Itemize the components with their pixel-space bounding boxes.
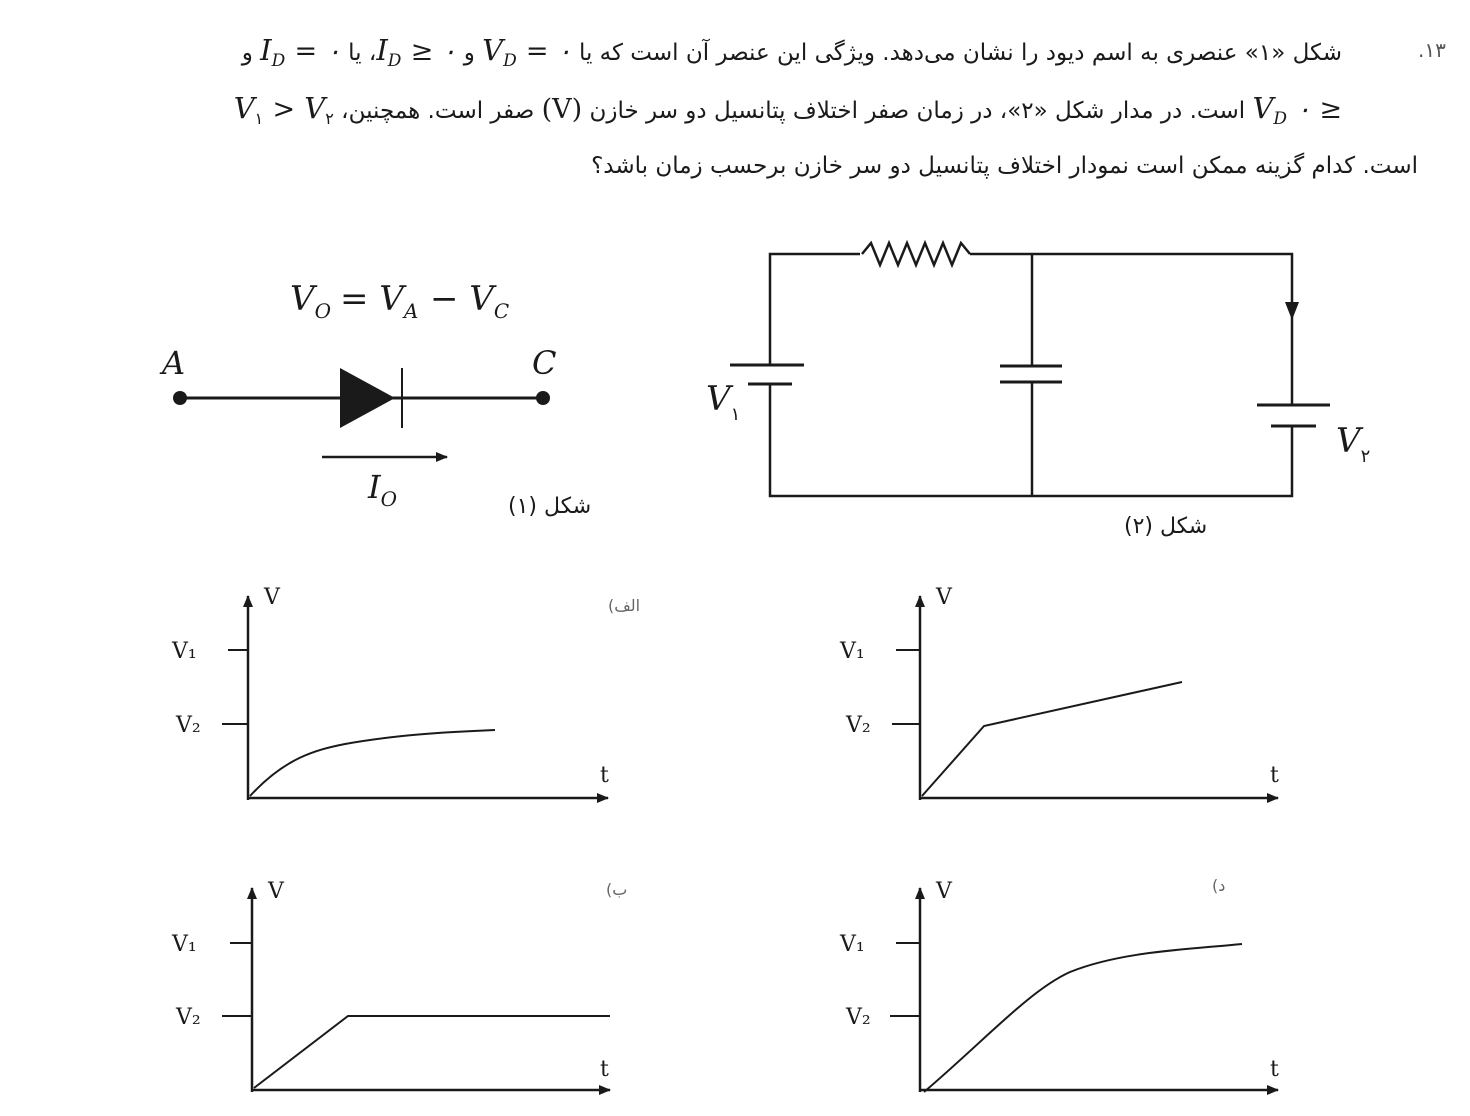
option-be-label: ب) <box>606 880 628 899</box>
figure1-diode <box>159 279 556 511</box>
fig1-eq-lhs: $V_O$ <box>290 279 331 323</box>
q1-id-eq: $I_D$ = ۰ <box>260 33 341 71</box>
be-x-label: t <box>600 1057 609 1082</box>
fig1-node-c-label: C <box>532 344 557 382</box>
alef-curve <box>250 730 495 796</box>
option-dal-label: د) <box>1212 876 1226 895</box>
jim-x-label: t <box>1270 763 1279 788</box>
jim-v1-label: V₁ <box>840 639 865 664</box>
q1-text-b: و <box>463 40 475 66</box>
fig1-eq-mid: = $V_A$ <box>340 279 419 323</box>
be-v1-label: V₁ <box>172 932 197 957</box>
fig1-node-a-label: A <box>162 344 186 382</box>
fig1-current-label: $I_O$ <box>368 468 398 511</box>
graph-be <box>171 879 610 1092</box>
q2-v-paren: (V) <box>541 94 583 125</box>
graph-alef <box>171 585 609 800</box>
figure2-circuit <box>730 243 1330 496</box>
be-y-label: V <box>268 879 284 904</box>
be-curve <box>254 1016 610 1088</box>
graph-jim <box>839 585 1279 800</box>
dal-v2-label: V₂ <box>846 1005 871 1030</box>
question-line-3: است. کدام گزینه ممکن است نمودار اختلاف پتانسیل دو سر خازن برحسب زمان باشد؟ <box>591 153 1418 179</box>
dal-y-label: V <box>936 879 952 904</box>
fig2-wire-top-left <box>770 254 860 365</box>
fig2-v2-label: $V_۲$ <box>1336 421 1371 467</box>
question-number: ۱۳. <box>1418 38 1446 62</box>
alef-v2-label: V₂ <box>176 713 201 738</box>
q2-v1-gt-v2: $V_۱ > V_۲$ <box>233 91 334 128</box>
jim-v2-label: V₂ <box>846 713 871 738</box>
q2-vd-le: $V_D$ ۰ ≥ <box>1252 91 1342 129</box>
q1-vd: $V_D$ = ۰ <box>482 33 572 71</box>
figure1-caption: شکل (۱) <box>508 494 592 519</box>
diode-triangle-icon <box>340 368 395 428</box>
graph-dal <box>839 879 1279 1092</box>
be-v2-label: V₂ <box>176 1005 201 1030</box>
option-alef-label: الف) <box>608 596 641 615</box>
jim-y-label: V <box>936 585 952 610</box>
resistor-icon <box>862 243 970 265</box>
q2-text-a: است. در مدار شکل «۲»، در زمان صفر اختلاف پتانسیل دو سر خازن <box>589 98 1246 124</box>
q1-id-ge: $I_D$ ≥ ۰ <box>376 33 457 71</box>
alef-v1-label: V₁ <box>172 639 197 664</box>
q1-text-d: و <box>241 40 253 66</box>
diode-direction-arrow-icon <box>1285 302 1299 320</box>
fig1-eq-rhs: − $V_C$ <box>430 279 510 323</box>
figure2-caption: شکل (۲) <box>1124 514 1208 539</box>
dal-v1-label: V₁ <box>840 932 865 957</box>
jim-curve <box>922 682 1182 796</box>
dal-x-label: t <box>1270 1057 1279 1082</box>
fig2-v1-label: $V_۱$ <box>706 379 741 425</box>
fig1-node-c <box>536 391 550 405</box>
q1-text-a: شکل «۱» عنصری به اسم دیود را نشان می‌دهد. ویژگی این عنصر آن است که یا <box>578 40 1342 66</box>
q1-text-c: ، یا <box>348 40 377 66</box>
alef-y-label: V <box>264 585 280 610</box>
dal-curve <box>924 944 1242 1092</box>
alef-x-label: t <box>600 763 609 788</box>
q2-text-b: صفر است. همچنین، <box>341 98 535 124</box>
fig1-node-a <box>173 391 187 405</box>
